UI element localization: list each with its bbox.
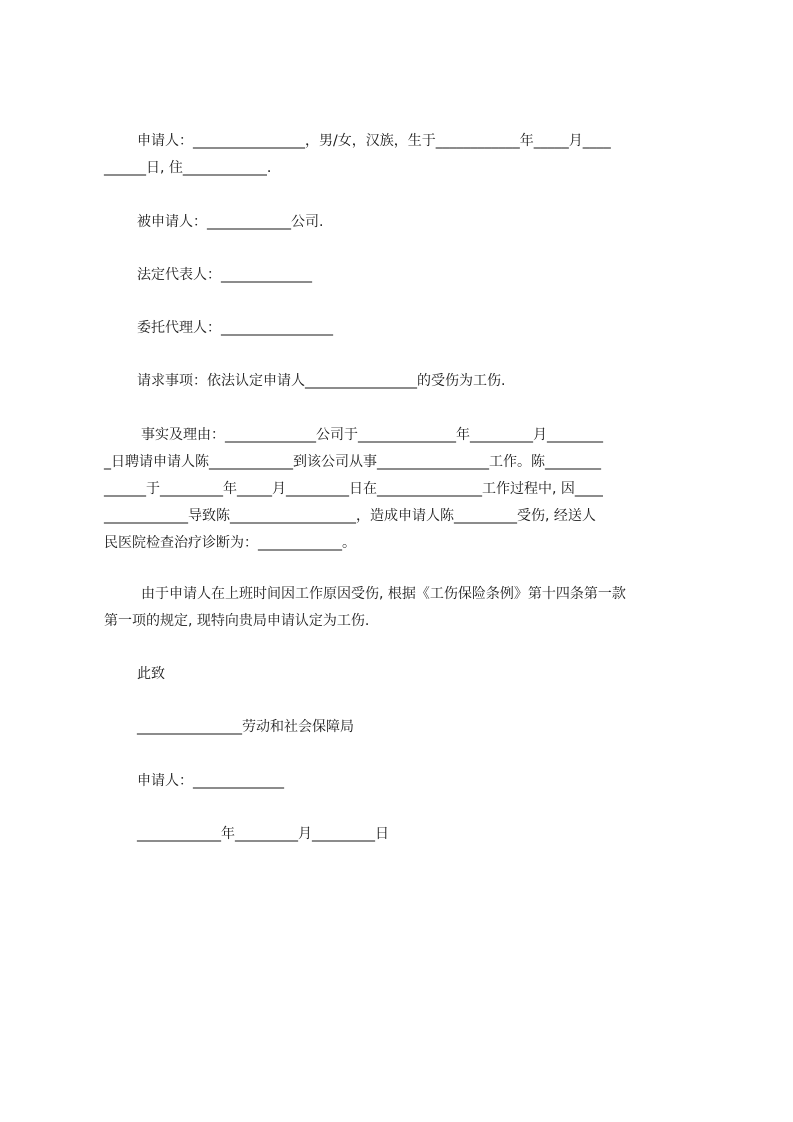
respondent-line: 被申请人：____________公司. — [137, 214, 324, 230]
facts-line-1: 事实及理由：_____________公司于______________年_________月________ — [141, 427, 603, 443]
facts-line-4: ____________导致陈__________________，造成申请人陈_________受伤, 经送人 — [104, 508, 596, 524]
facts-line-5: 民医院检查治疗诊断为：____________。 — [104, 535, 356, 551]
date-line: ____________年_________月_________日 — [137, 826, 389, 842]
signature-line: 申请人：_____________ — [137, 773, 284, 789]
applicant-line-2: ______日, 住____________. — [104, 160, 272, 176]
agent-line: 委托代理人：________________ — [137, 320, 333, 336]
legal-representative-line: 法定代表人：_____________ — [137, 267, 312, 283]
claim-line: 请求事项：依法认定申请人________________的受伤为工伤. — [137, 373, 506, 389]
facts-line-3: ______于_________年_____月_________日在_______________工作过程中, 因____ — [104, 481, 603, 497]
basis-line-2: 第一项的规定, 现特向贵局申请认定为工伤. — [104, 613, 370, 629]
facts-line-2: _日聘请申请人陈____________到该公司从事________________工作。陈________ — [104, 454, 601, 470]
applicant-line-1: 申请人：________________，男/女，汉族，生于____________年_____月____ — [137, 133, 611, 149]
addressee-line: _______________劳动和社会保障局 — [137, 719, 354, 735]
basis-line-1: 由于申请人在上班时间因工作原因受伤, 根据《工伤保险条例》第十四条第一款 — [141, 586, 626, 602]
closing-line: 此致 — [137, 666, 165, 682]
